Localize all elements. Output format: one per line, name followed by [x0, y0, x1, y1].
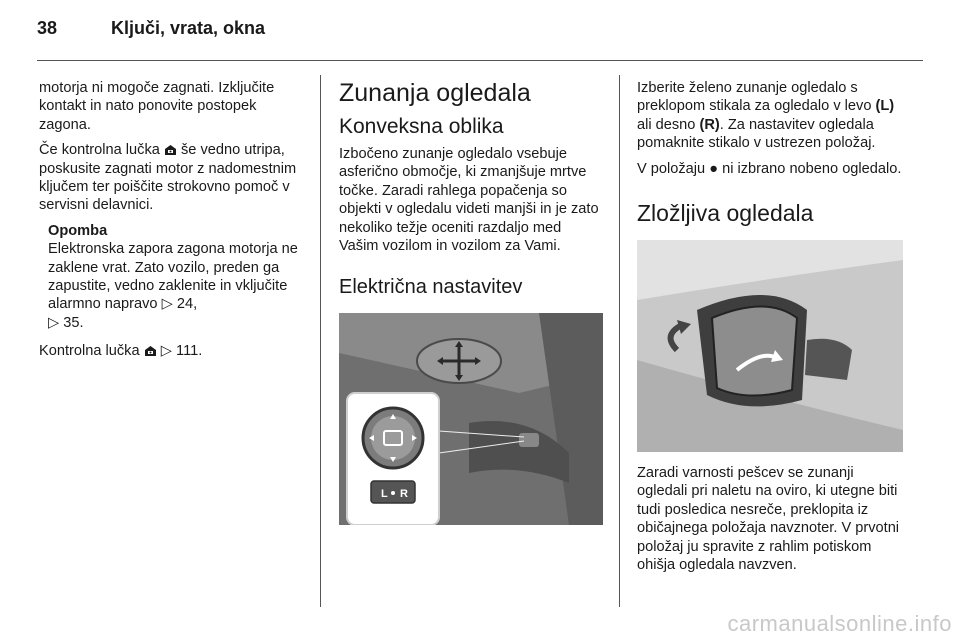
- text: ni izbrano nobeno ogledalo.: [722, 160, 902, 177]
- paragraph: [39, 342, 305, 360]
- section-heading: Zložljiva ogledala: [637, 200, 814, 227]
- filled-circle-icon: ●: [709, 160, 719, 177]
- column-3: [637, 79, 903, 581]
- paragraph: Zaradi varnosti pešcev se zunanji ogledali pri naletu na oviro, ki utegne biti tudi posledica nesreče, preklopita iz običajnega položaja navznoter. V prvotni položaj ju spravite z rahlim potiskom ohišja ogledala navzven.: [637, 465, 900, 574]
- column-1: [39, 79, 305, 368]
- note-box: [48, 222, 305, 332]
- page-header: [37, 18, 265, 48]
- paragraph: [637, 79, 903, 153]
- paragraph: [39, 141, 305, 215]
- subsection-heading: Konveksna oblika: [339, 115, 504, 138]
- immobilizer-lamp-icon: [144, 345, 157, 357]
- mirror-adjust-illustration: [339, 313, 603, 525]
- text: Elektronska zapora zagona motorja ne zaklene vrat. Zato vozilo, preden ga zapustite, vedno zaklenite in vključite alarmno napravo: [48, 241, 298, 313]
- immobilizer-lamp-icon: [164, 144, 177, 156]
- paragraph: Izbočeno zunanje ogledalo vsebuje asferično območje, ki zmanjšuje mrtve točke. Zaradi rahlega popačenja so objekti v ogledalu videti manjši in je zato nekoliko težje oceniti razdaljo med Vašim vozilom in vozilom za Vami.: [339, 146, 599, 255]
- page-ref[interactable]: 35.: [63, 314, 84, 331]
- text: Izberite želeno zunanje ogledalo s preklopom stikala za ogledalo v levo: [637, 80, 872, 115]
- page-ref-icon: ▷: [161, 296, 173, 313]
- watermark: carmanualsonline.info: [727, 611, 952, 636]
- text: (R): [699, 116, 720, 133]
- column-divider-1: [320, 75, 321, 607]
- subsection-heading: Električna nastavitev: [339, 276, 523, 299]
- switch-left-label: L: [381, 488, 388, 501]
- text: V položaju: [637, 160, 706, 177]
- note-text: [48, 240, 305, 332]
- page-ref-icon: ▷: [48, 314, 60, 331]
- note-title: Opomba: [48, 222, 108, 239]
- folding-mirror-illustration: [637, 240, 903, 452]
- text: . Za nastavitev ogledala pomaknite stikalo v ustrezen položaj.: [637, 116, 876, 152]
- section-heading: Zunanja ogledala: [339, 79, 531, 107]
- paragraph: [637, 160, 903, 178]
- text: še vedno utripa, poskusite zagnati motor z nadomestnim ključem ter poiščite strokovno pomoč v servisni delavnici.: [39, 142, 297, 214]
- paragraph: motorja ni mogoče zagnati. Izključite kontakt in nato ponovite postopek zagona.: [39, 80, 275, 133]
- text: Kontrolna lučka: [39, 343, 140, 360]
- page-ref[interactable]: 111.: [176, 343, 203, 360]
- page-ref-icon: ▷: [160, 343, 172, 360]
- page-ref[interactable]: 24,: [176, 296, 198, 313]
- text: Če kontrolna lučka: [39, 142, 160, 159]
- text: (L): [875, 98, 895, 115]
- column-divider-2: [619, 75, 620, 607]
- page-number: 38: [37, 18, 58, 38]
- page-title: Ključi, vrata, okna: [111, 18, 266, 38]
- header-divider: [37, 60, 923, 61]
- switch-right-label: R: [400, 488, 408, 501]
- column-2: [339, 79, 603, 525]
- text: ali desno: [637, 116, 696, 133]
